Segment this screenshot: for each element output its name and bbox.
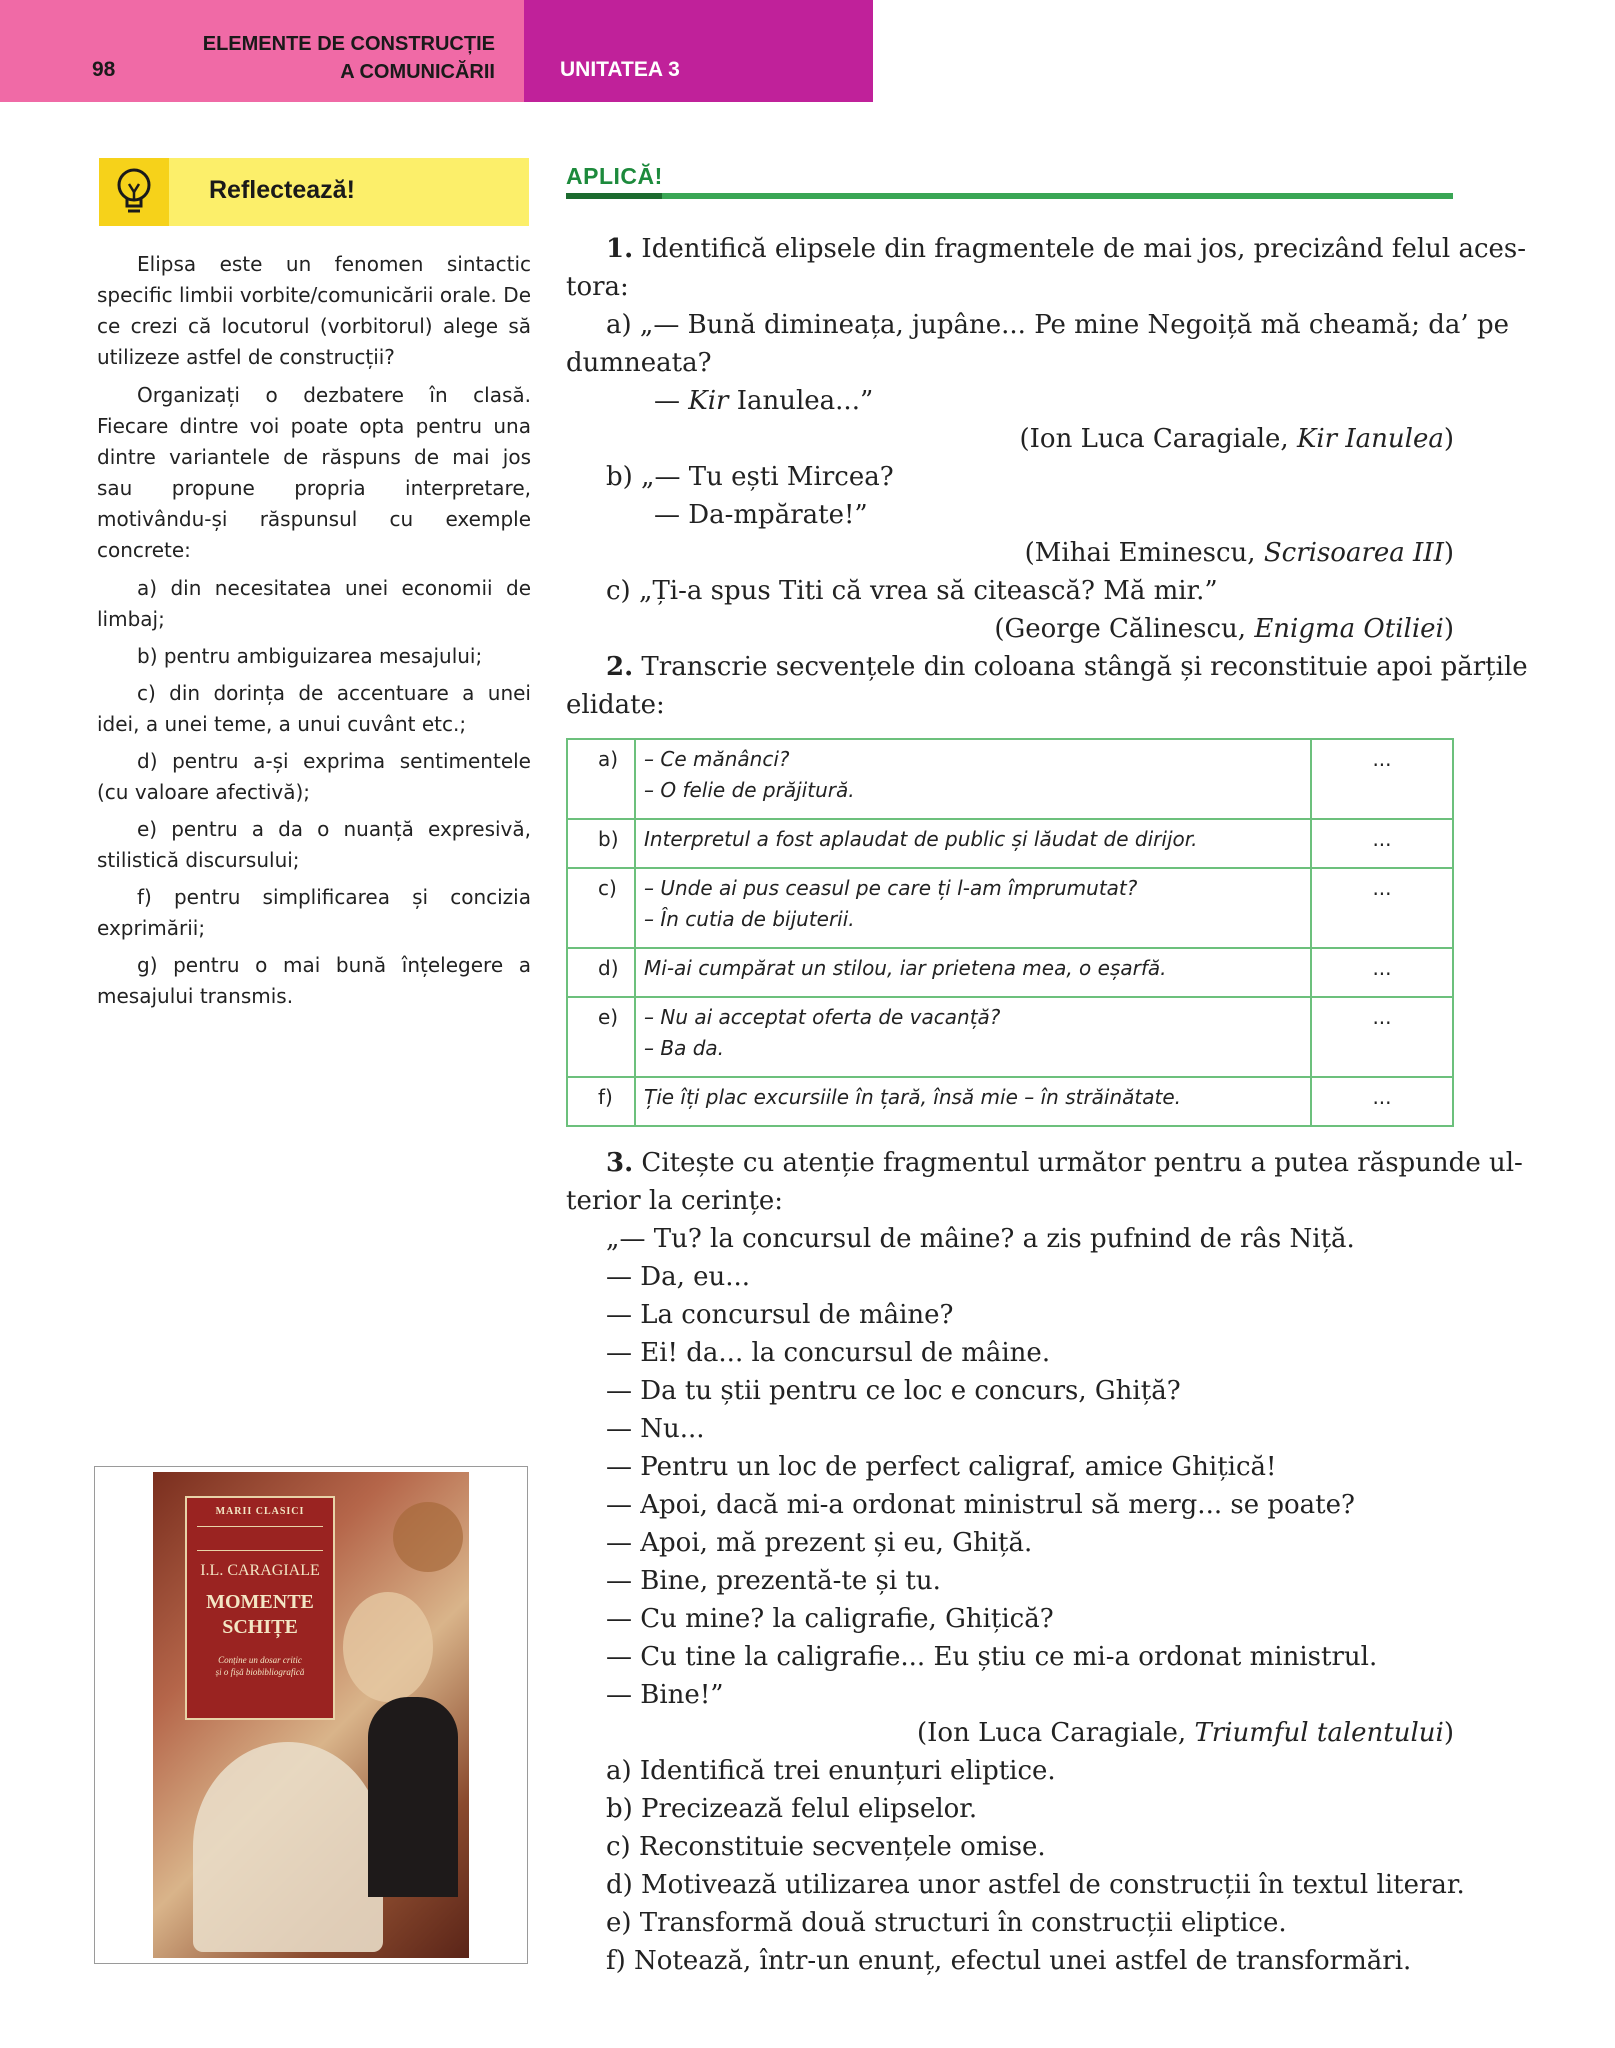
ex1-a-line1: a) „— Bună dimineața, jupâne... Pe mine Negoiță mă cheamă; da’ pe bbox=[606, 310, 1509, 340]
ex3-source bbox=[566, 1714, 1454, 1752]
dialogue-line: — La concursul de mâine? bbox=[606, 1300, 954, 1330]
ex1-c-line1: c) „Ți-a spus Titi că vrea să citească? Mă mir.” bbox=[606, 576, 1218, 606]
section-title-line2: A COMUNICĂRII bbox=[340, 61, 495, 83]
dialogue-line: — Da, eu... bbox=[606, 1262, 751, 1292]
task-item: d) Motivează utilizarea unor astfel de construcții în textul literar. bbox=[606, 1870, 1465, 1900]
cover-illustration-shape bbox=[393, 1502, 463, 1572]
reflect-paragraph: Organizați o dezbatere în clasă. Fiecare dintre voi poate opta pentru una dintre variantele de răspuns de mai jos sau propune propria interpretare, motivându-și răspunsul cu exemple concrete: bbox=[97, 383, 531, 562]
ex1-b-line2: — Da-mpărate!” bbox=[654, 500, 868, 530]
dialogue-line: — Nu... bbox=[606, 1414, 705, 1444]
table-row bbox=[567, 739, 1453, 819]
reflect-paragraph: Elipsa este un fenomen sintactic specific limbii vorbite/comunicării orale. De ce crezi că locutorul (vorbitorul) alege să utilizeze astfel de construcții? bbox=[97, 252, 531, 369]
exercise-1 bbox=[566, 230, 1528, 724]
ex3-prompt-line1: Citește cu atenție fragmentul următor pentru a putea răspunde ul- bbox=[641, 1148, 1523, 1178]
ex1-a-source bbox=[566, 420, 1454, 458]
source-prefix: (Ion Luca Caragiale, bbox=[1019, 424, 1297, 454]
dialogue-line: — Cu mine? la caligrafie, Ghițică? bbox=[606, 1604, 1054, 1634]
book-cover-image bbox=[153, 1472, 469, 1958]
cover-divider bbox=[197, 1526, 323, 1527]
cover-divider bbox=[197, 1550, 323, 1551]
row-text-line1: Interpretul a fost aplaudat de public și lăudat de dirijor. bbox=[644, 827, 1198, 851]
task-item: a) Identifică trei enunțuri eliptice. bbox=[606, 1756, 1056, 1786]
reflect-title: Reflectează! bbox=[209, 176, 355, 204]
source-title: Triumful talentului bbox=[1194, 1718, 1444, 1748]
source-suffix: ) bbox=[1443, 614, 1454, 644]
row-answer: ... bbox=[1311, 1077, 1453, 1126]
ex3-number: 3. bbox=[606, 1148, 634, 1178]
row-text-line1: – Unde ai pus ceasul pe care ți l-am împrumutat? bbox=[644, 876, 1138, 900]
row-label: f) bbox=[567, 1077, 635, 1126]
reflect-text bbox=[97, 249, 531, 1018]
row-text-line1: Ție îți plac excursiile în țară, însă mie – în străinătate. bbox=[644, 1085, 1182, 1109]
row-answer: ... bbox=[1311, 868, 1453, 948]
header-band-right bbox=[524, 0, 873, 102]
source-suffix: ) bbox=[1443, 424, 1454, 454]
row-text-line1: – Ce mănânci? bbox=[644, 747, 790, 771]
ex1-a-line3-pre: — bbox=[654, 386, 689, 416]
source-prefix: (Ion Luca Caragiale, bbox=[917, 1718, 1195, 1748]
row-text-line2: – O felie de prăjitură. bbox=[644, 778, 855, 802]
ex2-table bbox=[566, 738, 1454, 1127]
reflect-option: b) pentru ambiguizarea mesajului; bbox=[137, 644, 483, 668]
row-text bbox=[635, 739, 1311, 819]
row-text bbox=[635, 1077, 1311, 1126]
table-row bbox=[567, 819, 1453, 868]
book-cover-frame bbox=[94, 1466, 528, 1964]
ex1-b-source bbox=[566, 534, 1454, 572]
ex1-a-line2: dumneata? bbox=[566, 348, 712, 378]
cover-illustration-shape bbox=[343, 1592, 433, 1702]
cover-title bbox=[187, 1590, 333, 1640]
source-title: Scrisoarea III bbox=[1263, 538, 1444, 568]
table-row bbox=[567, 868, 1453, 948]
dialogue-line: — Cu tine la caligrafie... Eu știu ce mi-a ordonat ministrul. bbox=[606, 1642, 1378, 1672]
lightbulb-icon bbox=[99, 158, 169, 226]
row-text bbox=[635, 948, 1311, 997]
dialogue-line: — Apoi, mă prezent și eu, Ghiță. bbox=[606, 1528, 1033, 1558]
task-item: c) Reconstituie secvențele omise. bbox=[606, 1832, 1046, 1862]
dialogue-line: — Bine!” bbox=[606, 1680, 724, 1710]
reflect-option: e) pentru a da o nuanță expresivă, stilistică discursului; bbox=[97, 817, 531, 872]
reflect-option: c) din dorința de accentuare a unei idei, a unei teme, a unui cuvânt etc.; bbox=[97, 681, 531, 736]
ex1-b-line1: b) „— Tu ești Mircea? bbox=[606, 462, 894, 492]
row-answer: ... bbox=[1311, 819, 1453, 868]
row-answer: ... bbox=[1311, 948, 1453, 997]
row-text bbox=[635, 997, 1311, 1077]
dialogue-line: — Ei! da... la concursul de mâine. bbox=[606, 1338, 1051, 1368]
cover-subtitle bbox=[187, 1654, 333, 1678]
table-row bbox=[567, 997, 1453, 1077]
row-label: c) bbox=[567, 868, 635, 948]
ex1-number: 1. bbox=[606, 234, 634, 264]
task-item: b) Precizează felul elipselor. bbox=[606, 1794, 978, 1824]
cover-title-panel bbox=[185, 1496, 335, 1720]
reflect-option: d) pentru a-și exprima sentimentele (cu valoare afectivă); bbox=[97, 749, 531, 804]
ex1-prompt-line2: tora: bbox=[566, 272, 629, 302]
row-text-line1: – Nu ai acceptat oferta de vacanță? bbox=[644, 1005, 1001, 1029]
dialogue-line: — Pentru un loc de perfect caligraf, amice Ghițică! bbox=[606, 1452, 1277, 1482]
cover-series: MARII CLASICI bbox=[215, 1506, 305, 1517]
row-text-line1: Mi-ai cumpărat un stilou, iar prietena mea, o eșarfă. bbox=[644, 956, 1167, 980]
unit-label: UNITATEA 3 bbox=[560, 58, 680, 81]
dialogue-line: — Bine, prezentă-te și tu. bbox=[606, 1566, 941, 1596]
dialogue-line: „— Tu? la concursul de mâine? a zis pufnind de râs Niță. bbox=[606, 1224, 1355, 1254]
exercise-3 bbox=[566, 1144, 1523, 1980]
cover-title-line1: MOMENTE bbox=[206, 1591, 314, 1613]
source-title: Kir Ianulea bbox=[1296, 424, 1444, 454]
ex2-prompt-line1: Transcrie secvențele din coloana stângă și reconstituie apoi părțile bbox=[641, 652, 1528, 682]
ex2-number: 2. bbox=[606, 652, 634, 682]
ex1-c-source bbox=[566, 610, 1454, 648]
page-number: 98 bbox=[92, 58, 116, 81]
apply-heading: APLICĂ! bbox=[566, 163, 663, 189]
row-answer: ... bbox=[1311, 739, 1453, 819]
dialogue-line: — Apoi, dacă mi-a ordonat ministrul să merg... se poate? bbox=[606, 1490, 1355, 1520]
row-text bbox=[635, 819, 1311, 868]
cover-author: I.L. CARAGIALE bbox=[200, 1562, 320, 1579]
ex1-prompt bbox=[566, 230, 1527, 268]
row-label: e) bbox=[567, 997, 635, 1077]
ex3-prompt-line2: terior la cerințe: bbox=[566, 1186, 784, 1216]
source-prefix: (George Călinescu, bbox=[994, 614, 1255, 644]
cover-subtitle-line2: și o fișă biobibliografică bbox=[215, 1667, 305, 1677]
cover-subtitle-line1: Conține un dosar critic bbox=[218, 1655, 302, 1665]
ex1-a-line3-italic: Kir bbox=[688, 386, 729, 416]
row-answer: ... bbox=[1311, 997, 1453, 1077]
ex2-prompt bbox=[566, 648, 1528, 686]
source-title: Enigma Otiliei bbox=[1254, 614, 1444, 644]
cover-illustration-shape bbox=[368, 1697, 458, 1897]
dialogue-line: — Da tu știi pentru ce loc e concurs, Ghiță? bbox=[606, 1376, 1181, 1406]
cover-title-line2: SCHIȚE bbox=[222, 1616, 298, 1638]
apply-rule-accent bbox=[566, 193, 662, 199]
reflect-option: g) pentru o mai bună înțelegere a mesajului transmis. bbox=[97, 953, 531, 1008]
task-item: f) Notează, într-un enunț, efectul unei astfel de transformări. bbox=[606, 1946, 1412, 1976]
table-row bbox=[567, 1077, 1453, 1126]
ex1-a-line3 bbox=[566, 382, 1454, 420]
source-prefix: (Mihai Eminescu, bbox=[1024, 538, 1264, 568]
cover-illustration-shape bbox=[193, 1742, 383, 1952]
ex3-prompt bbox=[566, 1144, 1523, 1182]
row-text-line2: – Ba da. bbox=[644, 1036, 724, 1060]
row-text bbox=[635, 868, 1311, 948]
ex2-prompt-line2: elidate: bbox=[566, 690, 665, 720]
row-text-line2: – În cutia de bijuterii. bbox=[644, 907, 855, 931]
row-label: b) bbox=[567, 819, 635, 868]
source-suffix: ) bbox=[1443, 1718, 1454, 1748]
ex1-a-line3-post: Ianulea...” bbox=[728, 386, 874, 416]
row-label: a) bbox=[567, 739, 635, 819]
reflect-box bbox=[99, 158, 529, 226]
section-title bbox=[203, 30, 495, 86]
reflect-option: f) pentru simplificarea și concizia exprimării; bbox=[97, 885, 531, 940]
row-label: d) bbox=[567, 948, 635, 997]
reflect-option: a) din necesitatea unei economii de limbaj; bbox=[97, 576, 531, 631]
apply-rule bbox=[566, 193, 1453, 199]
task-item: e) Transformă două structuri în construcții eliptice. bbox=[606, 1908, 1287, 1938]
ex1-prompt-line1: Identifică elipsele din fragmentele de mai jos, precizând felul aces- bbox=[641, 234, 1527, 264]
source-suffix: ) bbox=[1443, 538, 1454, 568]
section-title-line1: ELEMENTE DE CONSTRUCȚIE bbox=[202, 33, 495, 55]
table-row bbox=[567, 948, 1453, 997]
